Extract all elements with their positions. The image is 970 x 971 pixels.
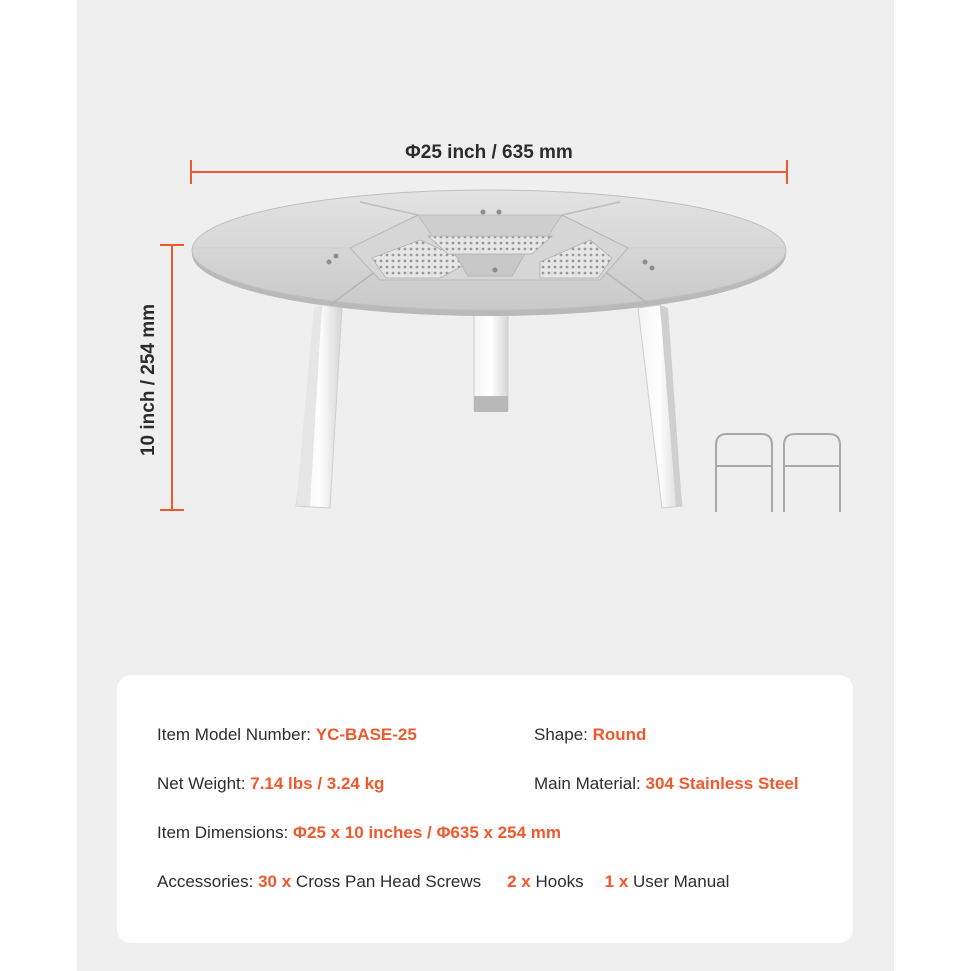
accessory-screws-name: Cross Pan Head Screws: [291, 872, 482, 891]
front-left-leg: [296, 305, 342, 508]
accessory-screws-qty: 30 x: [258, 872, 292, 891]
spec-weight-value: 7.14 lbs / 3.24 kg: [250, 774, 385, 793]
front-right-leg: [638, 305, 682, 508]
spec-card: [117, 675, 853, 943]
height-dimension-line: [160, 245, 184, 510]
spec-shape-label: Shape:: [534, 725, 593, 744]
width-dimension-label: Φ25 inch / 635 mm: [405, 142, 573, 163]
spec-material-value: 304 Stainless Steel: [645, 774, 799, 793]
spec-dimensions-value: Φ25 x 10 inches / Φ635 x 254 mm: [293, 823, 562, 842]
grill-top: [192, 190, 786, 316]
spec-dimensions-label: Item Dimensions:: [157, 823, 294, 842]
spec-shape-value: Round: [592, 725, 647, 744]
spec-model: [157, 725, 417, 745]
spec-material: [534, 774, 799, 794]
accessory-hooks-qty: 2 x: [507, 872, 531, 891]
spec-material-label: Main Material:: [534, 774, 646, 793]
spec-shape: [534, 725, 646, 745]
spec-dimensions: [157, 823, 561, 843]
height-dimension-text: 10 inch / 254 mm: [138, 303, 159, 457]
spec-weight-label: Net Weight:: [157, 774, 251, 793]
spec-model-value: YC-BASE-25: [315, 725, 417, 744]
accessory-hooks-name: Hooks: [530, 872, 584, 891]
spec-accessories: [157, 872, 729, 892]
back-leg: [474, 300, 508, 412]
accessory-manual-qty: 1 x: [604, 872, 629, 891]
accessory-manual-name: User Manual: [628, 872, 730, 891]
hooks-accessory: [716, 434, 840, 512]
spec-accessories-label: Accessories:: [157, 872, 259, 891]
spec-model-label: Item Model Number:: [157, 725, 316, 744]
spec-weight: [157, 774, 384, 794]
